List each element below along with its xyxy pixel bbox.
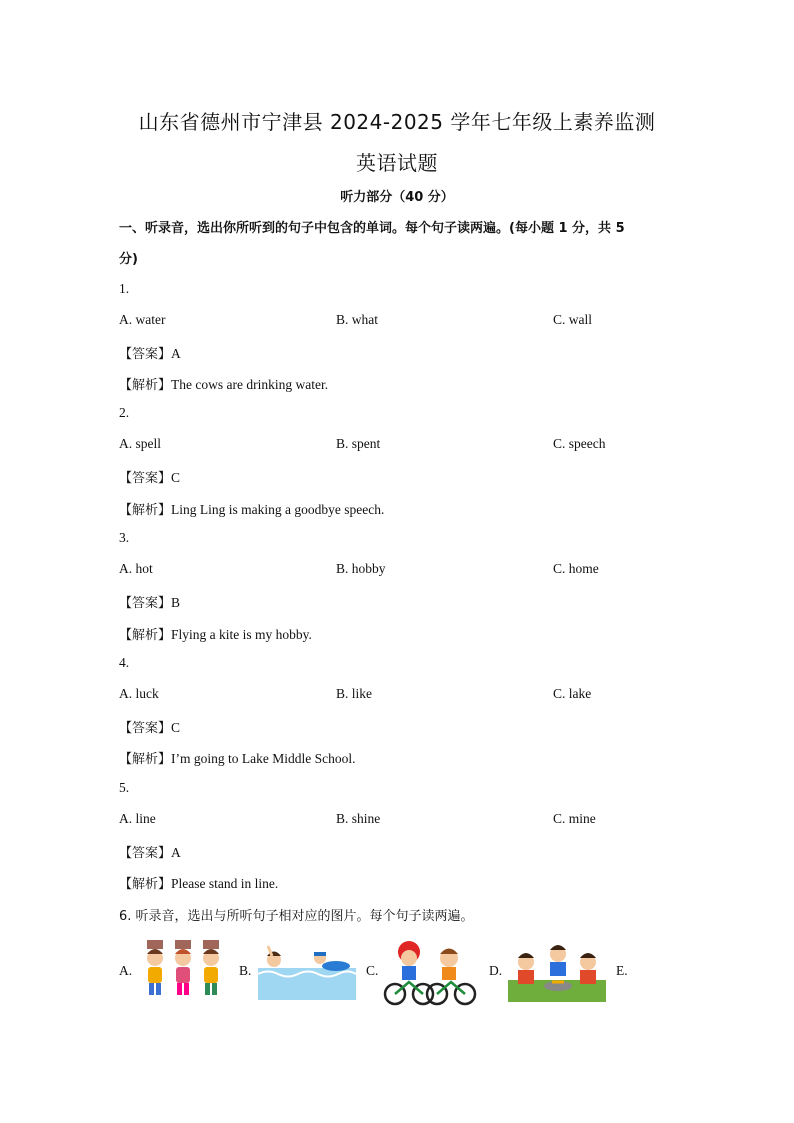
exam-title: 山东省德州市宁津县 2024-2025 学年七年级上素养监测 xyxy=(138,110,656,134)
option-b: B. shine xyxy=(336,811,381,826)
kids-at-picnic-illustration xyxy=(508,938,606,1002)
option-c: C. home xyxy=(553,561,599,576)
answer-value: C xyxy=(171,720,181,735)
picture-label-e: E. xyxy=(616,963,628,978)
picture-label-a: A. xyxy=(119,963,133,978)
analysis-line xyxy=(119,374,328,393)
question-number: 1. xyxy=(119,281,130,296)
analysis-text: The cows are drinking water. xyxy=(171,377,329,392)
section1-instruction-cont: 分) xyxy=(119,252,138,267)
option-a: A. line xyxy=(119,811,156,826)
answer-line xyxy=(119,467,180,486)
option-b: B. what xyxy=(336,312,378,327)
analysis-text: Flying a kite is my hobby. xyxy=(171,627,312,642)
answer-value: C xyxy=(171,470,181,485)
answer-label: 【答案】 xyxy=(119,721,172,736)
answer-label: 【答案】 xyxy=(119,471,172,486)
answer-line xyxy=(119,717,180,736)
analysis-line xyxy=(119,873,278,892)
analysis-line xyxy=(119,499,384,518)
analysis-label: 【解析】 xyxy=(119,628,172,643)
answer-line xyxy=(119,343,181,362)
option-b: B. hobby xyxy=(336,561,386,576)
option-c: C. lake xyxy=(553,686,592,701)
analysis-text: Please stand in line. xyxy=(171,876,279,891)
kids-riding-bikes-illustration xyxy=(383,938,479,1006)
answer-label: 【答案】 xyxy=(119,347,172,362)
option-c: C. speech xyxy=(553,436,606,451)
analysis-text: Ling Ling is making a goodbye speech. xyxy=(171,502,385,517)
question-number: 3. xyxy=(119,530,130,545)
kids-carrying-bowls-illustration xyxy=(137,938,229,1000)
answer-line xyxy=(119,592,180,611)
analysis-text: I’m going to Lake Middle School. xyxy=(171,751,356,766)
picture-label-c: C. xyxy=(366,963,379,978)
answer-value: A xyxy=(171,845,181,860)
analysis-label: 【解析】 xyxy=(119,877,172,892)
option-b: B. like xyxy=(336,686,372,701)
listening-part-heading: 听力部分（40 分） xyxy=(340,190,454,205)
answer-label: 【答案】 xyxy=(119,846,172,861)
analysis-label: 【解析】 xyxy=(119,752,172,767)
answer-value: B xyxy=(171,595,181,610)
picture-label-d: D. xyxy=(489,963,503,978)
option-a: A. water xyxy=(119,312,166,327)
option-b: B. spent xyxy=(336,436,381,451)
answer-value: A xyxy=(171,346,181,361)
swimming-kids-illustration xyxy=(258,938,356,1000)
option-a: A. luck xyxy=(119,686,159,701)
exam-subtitle: 英语试题 xyxy=(356,151,438,175)
picture-label-b: B. xyxy=(239,963,252,978)
analysis-label: 【解析】 xyxy=(119,503,172,518)
option-c: C. wall xyxy=(553,312,592,327)
picture-options-row xyxy=(119,938,659,1008)
analysis-line xyxy=(119,748,356,767)
answer-line xyxy=(119,842,181,861)
question-number: 5. xyxy=(119,780,130,795)
question-number: 2. xyxy=(119,405,130,420)
analysis-label: 【解析】 xyxy=(119,378,172,393)
option-a: A. hot xyxy=(119,561,153,576)
answer-label: 【答案】 xyxy=(119,596,172,611)
question-number: 4. xyxy=(119,655,130,670)
option-a: A. spell xyxy=(119,436,161,451)
section1-instruction: 一、听录音，选出你所听到的句子中包含的单词。每个句子读两遍。(每小题 1 分，共 5 xyxy=(119,221,625,236)
option-c: C. mine xyxy=(553,811,596,826)
analysis-line xyxy=(119,624,312,643)
section2-instruction: 6. 听录音，选出与所听句子相对应的图片。每个句子读两遍。 xyxy=(119,909,474,924)
